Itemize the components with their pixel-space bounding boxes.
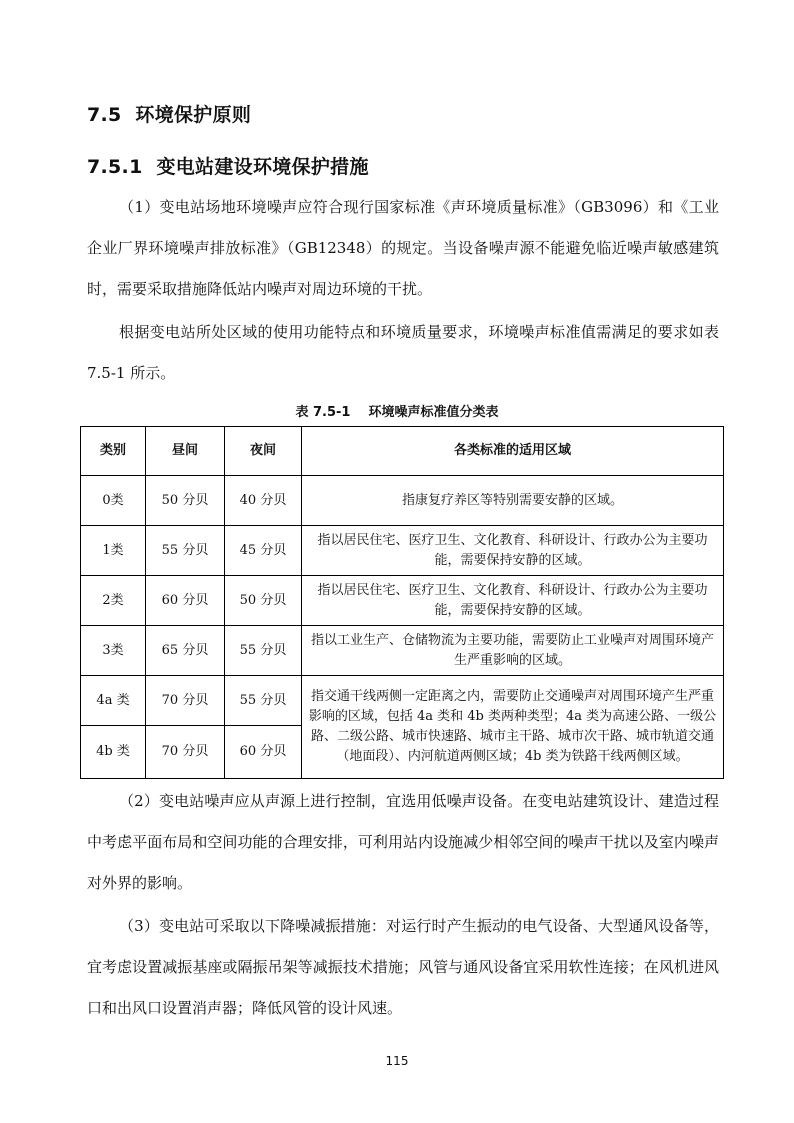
cell-area: 指以居民住宅、医疗卫生、文化教育、科研设计、行政办公为主要功能，需要保持安静的区域。 [302, 526, 724, 576]
header-nighttime: 夜间 [225, 427, 302, 476]
cell-area: 指以工业生产、仓储物流为主要功能，需要防止工业噪声对周围环境产生严重影响的区域。 [302, 626, 724, 676]
cell-category: 4b 类 [81, 726, 146, 779]
table-row [81, 676, 724, 726]
paragraph-3: （2）变电站噪声应从声源上进行控制，宜选用低噪声设备。在变电站建筑设计、建造过程中考虑平面布局和空间功能的合理安排，可利用站内设施减少相邻空间的噪声干扰以及室内噪声对外界的影响。 [87, 792, 719, 892]
noise-standard-table [80, 426, 724, 779]
cell-day: 65 分贝 [146, 626, 225, 676]
table-row [81, 576, 724, 626]
paragraph-4: （3）变电站可采取以下降噪减振措施：对运行时产生振动的电气设备、大型通风设备等，宜考虑设置减振基座或隔振吊架等减振技术措施；风管与通风设备宜采用软性连接；在风机进风口和出风口设置消声器；降低风管的设计风速。 [87, 917, 719, 1017]
cell-area-merged: 指交通干线两侧一定距离之内，需要防止交通噪声对周围环境产生严重影响的区域，包括 4a 类和 4b 类两种类型；4a 类为高速公路、一级公路、二级公路、城市快速路、城市主干路、城市次干路、城市轨道交通（地面段）、内河航道两侧区域；4b 类为铁路干线两侧区域。 [302, 676, 724, 779]
cell-category: 4a 类 [81, 676, 146, 726]
page-number: 115 [385, 1054, 409, 1068]
header-daytime: 昼间 [146, 427, 225, 476]
cell-night: 60 分贝 [225, 726, 302, 779]
table-caption: 表 7.5-1 环境噪声标准值分类表 [295, 405, 499, 420]
cell-day: 60 分贝 [146, 576, 225, 626]
table-row [81, 626, 724, 676]
header-area: 各类标准的适用区域 [302, 427, 724, 476]
cell-night: 45 分贝 [225, 526, 302, 576]
section-heading [87, 100, 251, 127]
cell-day: 70 分贝 [146, 676, 225, 726]
cell-night: 50 分贝 [225, 576, 302, 626]
paragraph-2: 根据变电站所处区域的使用功能特点和环境质量要求，环境噪声标准值需满足的要求如表 7.5-1 所示。 [87, 323, 719, 382]
header-category: 类别 [81, 427, 146, 476]
cell-night: 55 分贝 [225, 676, 302, 726]
subsection-number: 7.5.1 [87, 156, 143, 178]
table-row [81, 526, 724, 576]
table-header-row [81, 427, 724, 476]
cell-day: 55 分贝 [146, 526, 225, 576]
cell-day: 50 分贝 [146, 476, 225, 526]
cell-category: 1类 [81, 526, 146, 576]
cell-day: 70 分贝 [146, 726, 225, 779]
section-title: 环境保护原则 [135, 104, 252, 126]
cell-night: 55 分贝 [225, 626, 302, 676]
cell-category: 3类 [81, 626, 146, 676]
cell-area: 指以居民住宅、医疗卫生、文化教育、科研设计、行政办公为主要功能，需要保持安静的区域。 [302, 576, 724, 626]
subsection-heading [87, 152, 369, 179]
table-row [81, 476, 724, 526]
cell-night: 40 分贝 [225, 476, 302, 526]
section-number: 7.5 [87, 104, 122, 126]
subsection-title: 变电站建设环境保护措施 [156, 156, 369, 178]
cell-area: 指康复疗养区等特别需要安静的区域。 [302, 476, 724, 526]
cell-category: 0类 [81, 476, 146, 526]
cell-category: 2类 [81, 576, 146, 626]
paragraph-1: （1）变电站场地环境噪声应符合现行国家标准《声环境质量标准》（GB3096）和《工业企业厂界环境噪声排放标准》（GB12348）的规定。当设备噪声源不能避免临近噪声敏感建筑时，需要采取措施降低站内噪声对周边环境的干扰。 [87, 198, 719, 298]
